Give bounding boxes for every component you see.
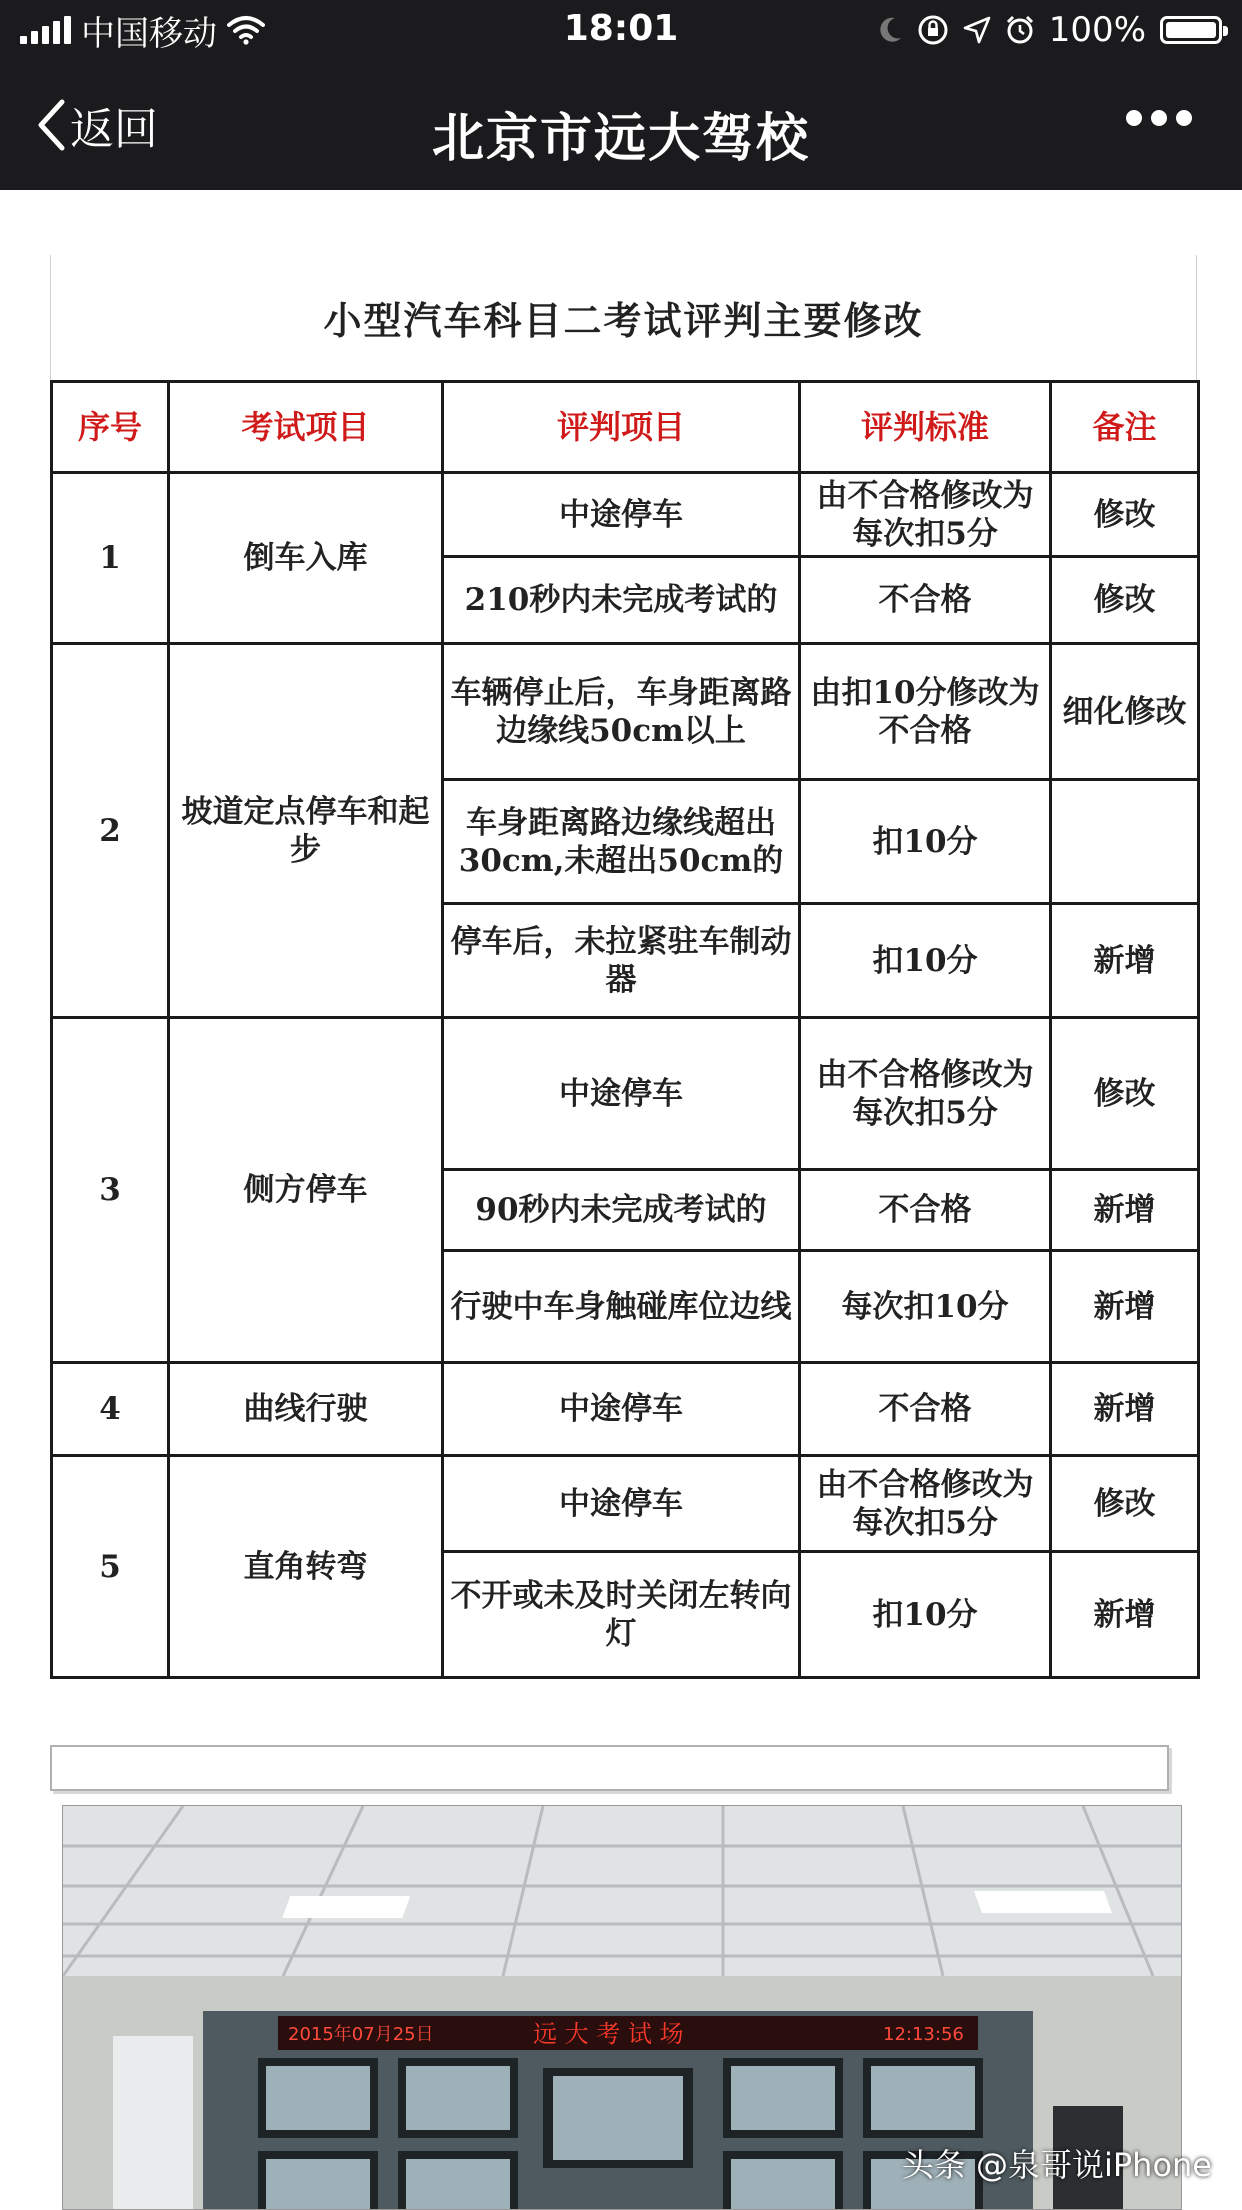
cell-standard: 每次扣10分 bbox=[800, 1251, 1051, 1363]
cell-item: 中途停车 bbox=[443, 1363, 800, 1456]
status-time: 18:01 bbox=[563, 8, 679, 49]
cell-no: 3 bbox=[52, 1018, 169, 1363]
cell-note: 修改 bbox=[1051, 557, 1199, 644]
cell-note: 新增 bbox=[1051, 1251, 1199, 1363]
cell-standard: 扣10分 bbox=[800, 904, 1051, 1018]
cell-item: 中途停车 bbox=[443, 473, 800, 557]
caption-frame bbox=[50, 1745, 1197, 1805]
header-note: 备注 bbox=[1051, 382, 1199, 473]
cell-standard: 扣10分 bbox=[800, 1552, 1051, 1678]
table-row bbox=[52, 644, 1199, 780]
cell-project: 倒车入库 bbox=[169, 473, 443, 644]
cell-no: 4 bbox=[52, 1363, 169, 1456]
cell-item: 中途停车 bbox=[443, 1018, 800, 1170]
cell-note: 新增 bbox=[1051, 904, 1199, 1018]
cell-note: 细化修改 bbox=[1051, 644, 1199, 780]
cell-no: 2 bbox=[52, 644, 169, 1018]
watermark: 头条 @泉哥说iPhone bbox=[901, 2146, 1212, 2184]
document-title: 小型汽车科目二考试评判主要修改 bbox=[323, 298, 924, 343]
cell-note: 新增 bbox=[1051, 1170, 1199, 1251]
table-row bbox=[52, 1018, 1199, 1170]
moon-icon bbox=[877, 16, 903, 44]
more-dot-icon bbox=[1126, 110, 1142, 126]
document-image bbox=[50, 255, 1197, 1679]
cell-project: 曲线行驶 bbox=[169, 1363, 443, 1456]
battery-percent: 100% bbox=[1048, 10, 1146, 50]
cell-item: 不开或未及时关闭左转向灯 bbox=[443, 1552, 800, 1678]
cell-project: 侧方停车 bbox=[169, 1018, 443, 1363]
cell-no: 1 bbox=[52, 473, 169, 644]
rotation-lock-icon bbox=[917, 14, 949, 46]
back-label: 返回 bbox=[70, 104, 158, 155]
cell-standard: 由扣10分修改为不合格 bbox=[800, 644, 1051, 780]
table-header-row bbox=[52, 382, 1199, 473]
cell-item: 行驶中车身触碰库位边线 bbox=[443, 1251, 800, 1363]
cell-note: 修改 bbox=[1051, 473, 1199, 557]
page-title: 北京市远大驾校 bbox=[431, 109, 810, 169]
header-item: 评判项目 bbox=[443, 382, 800, 473]
cell-note bbox=[1051, 780, 1199, 904]
cell-item: 车辆停止后，车身距离路边缘线50cm以上 bbox=[443, 644, 800, 780]
more-dot-icon bbox=[1151, 110, 1167, 126]
table-row bbox=[52, 1363, 1199, 1456]
battery-icon bbox=[1160, 16, 1222, 44]
header-standard: 评判标准 bbox=[800, 382, 1051, 473]
cell-item: 停车后，未拉紧驻车制动器 bbox=[443, 904, 800, 1018]
cell-project: 直角转弯 bbox=[169, 1456, 443, 1678]
rules-table bbox=[50, 380, 1200, 1679]
cell-item: 90秒内未完成考试的 bbox=[443, 1170, 800, 1251]
table-row bbox=[52, 1456, 1199, 1552]
cell-standard: 不合格 bbox=[800, 557, 1051, 644]
carrier-label: 中国移动 bbox=[81, 13, 217, 54]
cell-standard: 由不合格修改为每次扣5分 bbox=[800, 473, 1051, 557]
cell-note: 新增 bbox=[1051, 1552, 1199, 1678]
cell-note: 新增 bbox=[1051, 1363, 1199, 1456]
cell-standard: 不合格 bbox=[800, 1170, 1051, 1251]
cell-standard: 不合格 bbox=[800, 1363, 1051, 1456]
cell-item: 车身距离路边缘线超出30cm,未超出50cm的 bbox=[443, 780, 800, 904]
header-no: 序号 bbox=[52, 382, 169, 473]
cell-project: 坡道定点停车和起步 bbox=[169, 644, 443, 1018]
cell-standard: 扣10分 bbox=[800, 780, 1051, 904]
status-bar bbox=[0, 0, 1242, 60]
location-icon bbox=[963, 16, 991, 44]
led-date: 2015年07月25日 bbox=[288, 2024, 434, 2045]
nav-bar bbox=[0, 60, 1242, 190]
cell-note: 修改 bbox=[1051, 1456, 1199, 1552]
table-row bbox=[52, 473, 1199, 557]
cell-standard: 由不合格修改为每次扣5分 bbox=[800, 1018, 1051, 1170]
more-dot-icon bbox=[1176, 110, 1192, 126]
alarm-icon bbox=[1005, 15, 1035, 45]
caption-bar bbox=[50, 1745, 1169, 1791]
cell-no: 5 bbox=[52, 1456, 169, 1678]
cell-item: 210秒内未完成考试的 bbox=[443, 557, 800, 644]
led-time: 12:13:56 bbox=[883, 2024, 964, 2045]
cell-standard: 由不合格修改为每次扣5分 bbox=[800, 1456, 1051, 1552]
led-title: 远 大 考 试 场 bbox=[533, 2020, 684, 2048]
cell-note: 修改 bbox=[1051, 1018, 1199, 1170]
document-title-box bbox=[50, 255, 1197, 380]
more-menu-button[interactable] bbox=[1126, 110, 1192, 126]
status-right bbox=[877, 10, 1222, 50]
header-project: 考试项目 bbox=[169, 382, 443, 473]
cell-item: 中途停车 bbox=[443, 1456, 800, 1552]
